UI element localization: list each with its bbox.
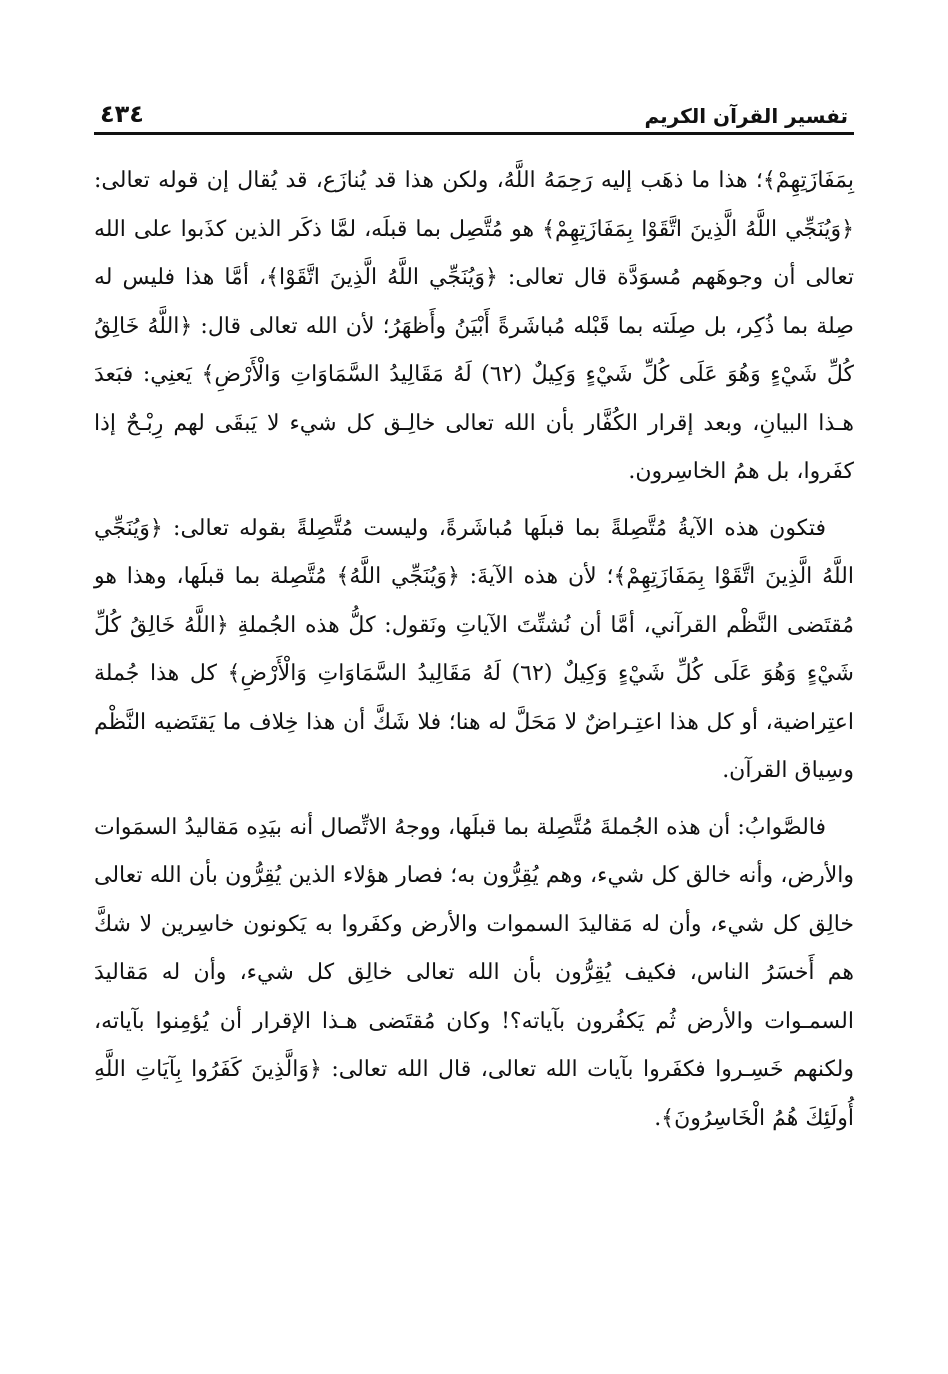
page-number: ٤٣٤ bbox=[100, 100, 144, 128]
paragraph-1: بِمَفَازَتِهِمْ﴾؛ هذا ما ذهَب إليه رَحِمَهُ اللَّهُ، ولكن هذا قد يُنازَع، قد يُقال إن قوله تعالى: ﴿وَيُنَجِّي اللَّهُ الَّذِينَ اتَّقَوْا بِمَفَازَتِهِمْ﴾ هو مُتَّصِل بما قبلَه، لمَّا ذكَر الذين كذَبوا على الله تعالى أن وجوهَهم مُسوَدَّة قال تعالى: ﴿وَيُنَجِّي اللَّهُ الَّذِينَ اتَّقَوْا﴾، أمَّا هذا فليس له صِلة بما ذُكِر، بل صِلَته بما قَبْله مُباشَرةً أَبْيَنُ وأَظهَرُ؛ لأن الله تعالى قال: ﴿اللَّهُ خَالِقُ كُلِّ شَيْءٍ وَهُوَ عَلَى كُلِّ شَيْءٍ وَكِيلٌ (٦٢) لَهُ مَقَالِيدُ السَّمَاوَاتِ وَالْأَرْضِ﴾ يَعنِي: فبَعدَ هـذا البيانِ، وبعد إقرار الكُفَّار بأن الله تعالى خالِـق كل شيء لا يَبقَى لهم رِبْـحٌ إذا كفَروا، بل همُ الخاسِرون. bbox=[94, 168, 854, 484]
page-header bbox=[94, 88, 854, 126]
book-title: تفسير القرآن الكريم bbox=[644, 104, 848, 128]
book-page bbox=[94, 88, 854, 1288]
header-divider bbox=[94, 132, 854, 135]
page-body bbox=[94, 157, 854, 1143]
paragraph-3: فالصَّوابُ: أن هذه الجُملةَ مُتَّصِلة بما قبلَها، ووجهُ الاتِّصال أنه بيَدِه مَقاليدُ السمَوات والأرض، وأنه خالق كل شيء، وهم يُقِرُّون به؛ فصار هؤلاء الذين يُقِرُّون بأن الله تعالى خالِق كل شيء، وأن له مَقاليدَ السموات والأرض وكفَروا به يَكونون خاسِرين لا شكَّ هم أَخسَرُ الناس، فكيف يُقِرُّون بأن الله تعالى خالِق كل شيء، وأن له مَقاليدَ السمـوات والأرض ثُم يَكفُرون بآياته؟! وكان مُقتَضى هـذا الإقرار أن يُؤمِنوا بآياته، ولكنهم خَسِـروا فكفَروا بآيات الله تعالى، قال الله تعالى: ﴿وَالَّذِينَ كَفَرُوا بِآيَاتِ اللَّهِ أُولَئِكَ هُمُ الْخَاسِرُونَ﴾. bbox=[94, 814, 854, 1131]
paragraph-2: فتكون هذه الآيةُ مُتَّصِلةً بما قبلَها مُباشَرةً، وليست مُتَّصِلةً بقوله تعالى: ﴿وَيُنَجِّي اللَّهُ الَّذِينَ اتَّقَوْا بِمَفَازَتِهِمْ﴾؛ لأن هذه الآيةَ: ﴿وَيُنَجِّي اللَّهُ﴾ مُتَّصِلة بما قبلَها، وهذا هو مُقتَضى النَّظْم القرآني، أمَّا أن نُشتِّتَ الآياتِ ونَقول: كلُّ هذه الجُملةِ ﴿اللَّهُ خَالِقُ كُلِّ شَيْءٍ وَهُوَ عَلَى كُلِّ شَيْءٍ وَكِيلٌ (٦٢) لَهُ مَقَالِيدُ السَّمَاوَاتِ وَالْأَرْضِ﴾ كل هذا جُملة اعتِراضية، أو كل هذا اعتِـراضٌ لا مَحَلَّ له هنا؛ فلا شَكَّ أن هذا خِلاف ما يَقتَضيه النَّظْم وسِياق القرآن. bbox=[94, 515, 854, 783]
